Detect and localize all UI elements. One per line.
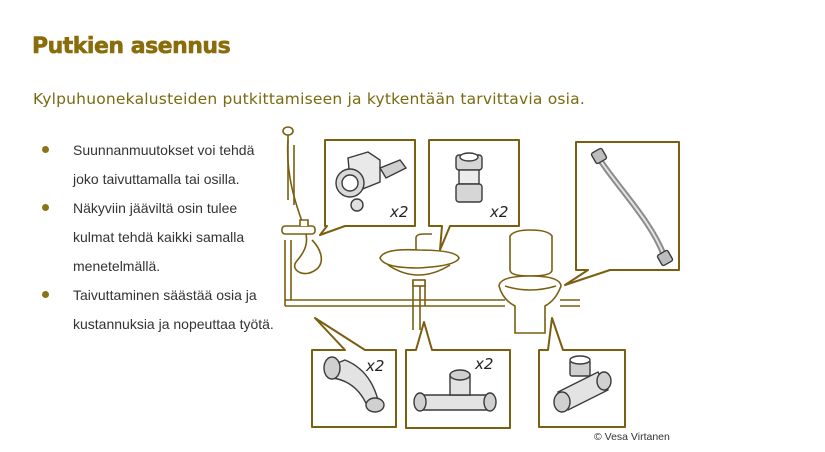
elbow-qty: x2 <box>366 357 385 375</box>
tee-qty: x2 <box>475 355 494 373</box>
copyright: © Vesa Virtanen <box>594 431 670 443</box>
bullet-item: Taivuttaminen säästää osia ja kustannuksia ja nopeuttaa työtä. <box>40 281 280 339</box>
shower-icon <box>282 127 321 274</box>
coupling-icon <box>456 153 482 202</box>
coupling-qty: x2 <box>490 203 509 221</box>
valve-elbow-qty: x2 <box>390 203 409 221</box>
bullet-item: Suunnanmuutokset voi tehdä joko taivuttamalla tai osilla. <box>40 136 280 194</box>
slide-title: Putkien asennus <box>32 34 231 59</box>
slide-subtitle: Kylpuhuonekalusteiden putkittamiseen ja kytkentään tarvittavia osia. <box>33 90 585 108</box>
sink-icon <box>380 234 459 286</box>
bullet-item: Näkyviin jääviltä osin tulee kulmat tehdä kaikki samalla menetelmällä. <box>40 194 280 281</box>
